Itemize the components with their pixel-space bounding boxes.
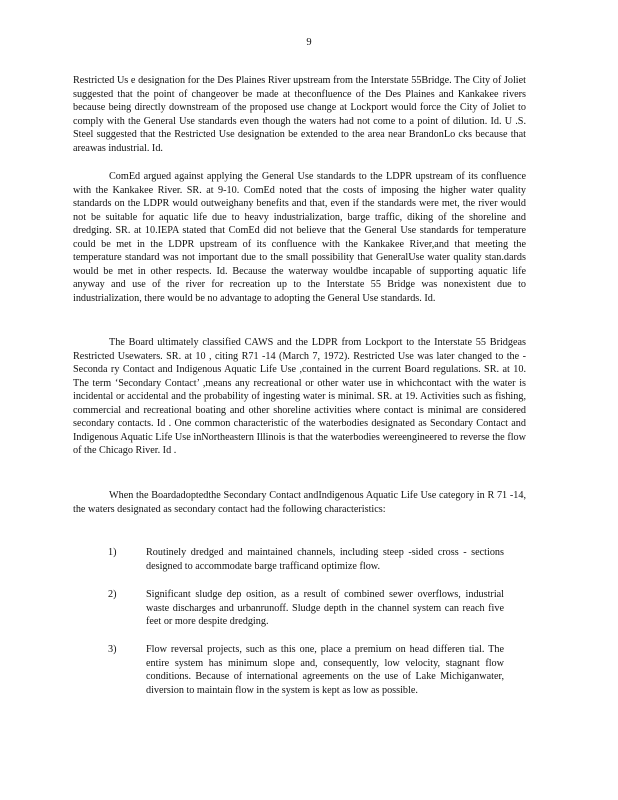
list-item-number: 3)	[108, 644, 117, 655]
paragraph-restricted-use-designation: Restricted Us e designation for the Des Plaines River upstream from the Interstate 55Bridge. The City of Joliet suggested that the point of changeover be made at theconfluence of the Des Plaines and Kankakee rivers because being directly downstream of the proposed use change at Lockport would force the City of Joliet to comply with the General Use standards even though the waters had not come to a point of dilution. Id. U .S. Steel suggested that the Restricted Use designation be extended to the area near BrandonLo cks because that areawas industrial. Id.	[73, 75, 526, 154]
page-number: 9	[306, 37, 312, 48]
paragraph-characteristics-intro: When the Boardadoptedthe Secondary Contact andIndigenous Aquatic Life Use category in R 71 -14, the waters designated as secondary contact had the following characteristics:	[73, 490, 526, 515]
paragraph-board-classification: The Board ultimately classified CAWS and the LDPR from Lockport to the Interstate 55 Bridgeas Restricted Usewaters. SR. at 10 , citing R71 -14 (March 7, 1972). Restricted Use was later changed to the -Seconda ry Contact and Indigenous Aquatic Life Use ,contained in the current Board regulations. SR. at 10. The term ‘Secondary Contact’ ,means any recreational or other water use in whichcontact with the water is incidental or accidental and the probability of ingesting water is minimal. SR. at 19. Activities such as fishing, commercial and recreational boating and other shoreline activities where contact is minimal are considered secondary contacts. Id . One common characteristic of the waterbodies designated as Secondary Contact and Indigenous Aquatic Life Use inNortheastern Illinois is that the waterbodies wereengineered to reverse the flow of the Chicago River. Id .	[73, 337, 526, 456]
list-item-text: Routinely dredged and maintained channels, including steep -sided cross - sections designed to accommodate barge trafficand optimize flow.	[146, 547, 504, 572]
list-item-text: Flow reversal projects, such as this one, place a premium on head differen tial. The entire system has minimum slope and, consequently, low velocity, stagnant flow conditions. Because of international agreements on the use of Lake Michiganwater, diversion to maintain flow in the system is kept as low as possible.	[146, 644, 504, 696]
list-item-text: Significant sludge dep osition, as a result of combined sewer overflows, industrial waste discharges and urbanrunoff. Sludge depth in the channel system can reach five feet or more despite dredging.	[146, 589, 504, 627]
list-item-number: 2)	[108, 589, 117, 600]
list-item-number: 1)	[108, 547, 117, 558]
paragraph-comed-argument: ComEd argued against applying the General Use standards to the LDPR upstream of its confluence with the Kankakee River. SR. at 9-10. ComEd noted that the costs of imposing the higher water quality standards on the LDPR would outweighany benefits and that, even if the standards were met, the river would not be suitable for aquatic life due to heavy industrialization, barge traffic, diking of the shoreline and dredging. SR. at 10.IEPA stated that ComEd did not believe that the General Use standards for temperature could be met in the LDPR upstream of its confluence with the Kankakee River,and that meeting the temperature standard was not important due to the small possibility that GeneralUse water quality stan.dards would be met in other respects. Id. Because the waterway wouldbe incapable of supporting aquatic life anyway and use of the river for recreation up to the Interstate 55 Bridge was nonexistent due to industrialization, there would be no advantage to adopting the General Use standards. Id.	[73, 171, 526, 304]
